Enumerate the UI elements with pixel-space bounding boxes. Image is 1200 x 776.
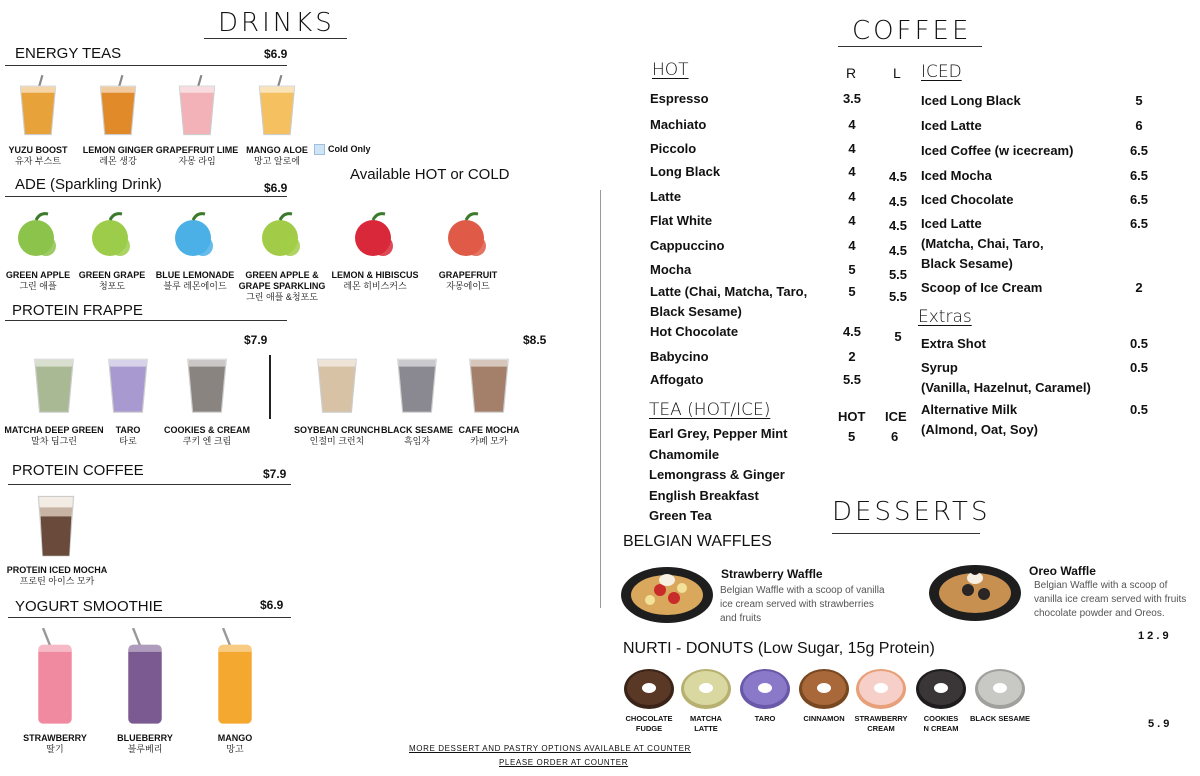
tea-ice-price: 6 xyxy=(891,429,899,444)
energy-tea-name: GRAPEFRUIT LIME xyxy=(155,145,239,155)
ade-korean: 그린 애플 xyxy=(19,281,57,291)
smoothie-name: MANGO xyxy=(217,733,253,743)
strawberry-waffle-desc: Belgian Waffle with a scoop of vanilla ice cream served with strawberries and fruits xyxy=(720,585,885,624)
ade-name: GREEN APPLE xyxy=(5,270,71,280)
drinks-title-rule xyxy=(204,38,347,39)
hot-item-name: Piccolo xyxy=(650,141,697,156)
frappe-korean: 쿠키 엔 크림 xyxy=(182,436,232,446)
desserts-title: DESSERTS xyxy=(832,497,991,527)
waffle-price: 1 2 . 9 xyxy=(1138,630,1169,642)
iced-item-name: Iced Chocolate xyxy=(921,192,1014,207)
hot-item-r-price: 5 xyxy=(848,262,856,277)
energy-teas-rule xyxy=(5,65,287,66)
ade-korean: 자몽에이드 xyxy=(446,281,490,291)
donut-name: TARO xyxy=(754,714,776,723)
frappe-cup-image xyxy=(104,345,152,421)
hot-item-name: Flat White xyxy=(650,213,713,228)
hot-item-l-price: 4.5 xyxy=(888,218,908,233)
donut-image xyxy=(798,667,850,715)
donuts-label: NURTI - DONUTS (Low Sugar, 15g Protein) xyxy=(623,640,935,657)
extras-label: Extras xyxy=(918,307,972,327)
frappe-korean: 카페 모카 xyxy=(470,436,508,446)
protein-coffee-name: PROTEIN ICED MOCHA xyxy=(6,565,108,575)
yogurt-smoothie-price: $6.9 xyxy=(260,598,284,612)
protein-frappe-price-left: $7.9 xyxy=(244,333,268,347)
smoothie-korean: 망고 xyxy=(226,744,244,754)
hot-item-r-price: 4 xyxy=(848,117,856,132)
frappe-name: SOYBEAN CRUNCH xyxy=(293,425,380,435)
frappe-name: TARO xyxy=(115,425,141,435)
frappe-korean: 말차 딥그린 xyxy=(31,436,77,446)
ade-korean: 블루 레몬에이드 xyxy=(163,281,227,291)
protein-coffee-korean: 프로틴 아이스 모카 xyxy=(19,576,95,586)
energy-tea-korean: 자몽 라임 xyxy=(178,156,216,166)
coffee-title-rule xyxy=(838,46,982,47)
hot-item-l-price: 4.5 xyxy=(888,169,908,184)
frappe-cup-image xyxy=(313,345,361,421)
donut-image xyxy=(915,667,967,715)
tea-item-name: Green Tea xyxy=(649,508,712,523)
footer-line-2: PLEASE ORDER AT COUNTER xyxy=(499,758,629,767)
hot-item-r-price: 4 xyxy=(848,213,856,228)
r-label: R xyxy=(846,65,857,81)
donut-image xyxy=(623,667,675,715)
ade-caption xyxy=(232,270,332,303)
energy-tea-korean: 레몬 생강 xyxy=(99,156,137,166)
donut-name: CINNAMON xyxy=(803,714,845,723)
iced-item-price: 6 xyxy=(1135,118,1143,133)
energy-tea-caption xyxy=(232,145,322,167)
frappe-name: BLACK SESAME xyxy=(380,425,453,435)
frappe-name: CAFE MOCHA xyxy=(458,425,520,435)
tea-item-name: Earl Grey, Pepper Mint xyxy=(649,426,788,441)
frappe-name: COOKIES & CREAM xyxy=(163,425,250,435)
iced-item-name: Iced Coffee (w icecream) xyxy=(921,143,1074,158)
donut-name: BLACK SESAME xyxy=(970,714,1031,723)
protein-coffee-price: $7.9 xyxy=(263,467,287,481)
hot-item-r-price: 4 xyxy=(848,238,856,253)
ade-name: GREEN APPLE & GRAPE SPARKLING xyxy=(238,270,326,291)
ade-caption xyxy=(418,270,518,292)
hot-item-name: Long Black xyxy=(650,164,721,179)
hot-item-r-price: 5.5 xyxy=(842,372,862,387)
waffles-label: BELGIAN WAFFLES xyxy=(623,533,772,550)
hot-item-name: Espresso xyxy=(650,91,709,106)
footer-line-1: MORE DESSERT AND PASTRY OPTIONS AVAILABLE AT COUNTER xyxy=(409,744,691,753)
iced-item-name: Iced Latte xyxy=(921,118,982,133)
frappe-cup-image xyxy=(183,345,231,421)
ade-rule xyxy=(5,196,287,197)
frappe-caption xyxy=(157,425,257,447)
energy-tea-cup-image xyxy=(16,75,60,141)
energy-tea-caption xyxy=(0,145,83,167)
donut-image xyxy=(974,667,1026,715)
desserts-title-rule xyxy=(832,533,980,534)
energy-tea-korean: 망고 알로에 xyxy=(254,156,300,166)
frappe-caption xyxy=(439,425,539,447)
ade-name: GRAPEFRUIT xyxy=(438,270,498,280)
frappe-cup-image xyxy=(465,345,513,421)
energy-tea-name: YUZU BOOST xyxy=(8,145,68,155)
donut-name: STRAWBERRY CREAM xyxy=(854,714,908,733)
smoothie-caption xyxy=(190,733,280,755)
donut-price: 5 . 9 xyxy=(1148,718,1170,730)
ade-fruit-image xyxy=(88,210,136,266)
frappe-korean: 타로 xyxy=(119,436,137,446)
energy-tea-name: LEMON GINGER xyxy=(82,145,154,155)
iced-item-name: Iced Mocha xyxy=(921,168,992,183)
ade-price: $6.9 xyxy=(264,181,288,195)
donut-name: CHOCOLATE FUDGE xyxy=(625,714,673,733)
ade-fruit-image xyxy=(351,210,399,266)
extra-item-name: Alternative Milk (Almond, Oat, Soy) xyxy=(921,402,1038,437)
ade-note: Available HOT or COLD xyxy=(350,166,510,183)
energy-teas-title: ENERGY TEAS xyxy=(15,45,122,62)
extra-item-price: 0.5 xyxy=(1129,336,1149,351)
ade-caption xyxy=(325,270,425,292)
iced-item-name: Scoop of Ice Cream xyxy=(921,280,1043,295)
hot-item-r-price: 3.5 xyxy=(842,91,862,106)
hot-item-name: Affogato xyxy=(650,372,704,387)
ade-fruit-image xyxy=(444,210,492,266)
protein-coffee-caption xyxy=(2,565,112,587)
yogurt-smoothie-title: YOGURT SMOOTHIE xyxy=(15,598,163,615)
smoothie-glass-image xyxy=(211,628,259,730)
protein-frappe-rule xyxy=(5,320,287,321)
strawberry-waffle-name: Strawberry Waffle xyxy=(721,567,823,581)
tea-item-name: Chamomile xyxy=(649,446,720,462)
ade-title: ADE (Sparkling Drink) xyxy=(15,176,162,193)
energy-tea-cup-image xyxy=(255,75,299,141)
hot-item-name: Cappuccino xyxy=(650,238,725,253)
energy-tea-cup-image xyxy=(175,75,219,141)
donut-image xyxy=(680,667,732,715)
yogurt-smoothie-rule xyxy=(8,617,291,618)
coffee-title: COFFEE xyxy=(852,16,972,46)
energy-teas-price: $6.9 xyxy=(264,47,288,61)
hot-item-l-price: 4.5 xyxy=(888,243,908,258)
energy-tea-cup-image xyxy=(96,75,140,141)
ice-cube-icon xyxy=(314,144,325,155)
hot-item-name: Machiato xyxy=(650,117,707,132)
frappe-korean: 인절미 크런치 xyxy=(309,436,365,446)
protein-iced-mocha-image xyxy=(34,492,78,562)
smoothie-caption xyxy=(10,733,100,755)
energy-tea-korean: 유자 부스트 xyxy=(15,156,61,166)
iced-item-price: 6.5 xyxy=(1129,143,1149,158)
iced-item-price: 6.5 xyxy=(1129,168,1149,183)
smoothie-name: BLUEBERRY xyxy=(117,733,173,743)
tea-hot-label: HOT xyxy=(838,409,866,424)
iced-label: ICED xyxy=(921,62,962,82)
energy-tea-name: MANGO ALOE xyxy=(246,145,308,155)
ade-korean: 청포도 xyxy=(98,281,126,291)
tea-hot-price: 5 xyxy=(848,429,856,444)
hot-item-l-price: 5.5 xyxy=(888,289,908,304)
smoothie-glass-image xyxy=(121,628,169,730)
donut-name: COOKIES N CREAM xyxy=(923,714,959,733)
ade-fruit-image xyxy=(258,210,306,266)
tea-item-name: Lemongrass & Ginger xyxy=(649,467,785,482)
iced-item-name: Iced Long Black xyxy=(921,93,1021,108)
protein-frappe-title: PROTEIN FRAPPE xyxy=(12,302,143,319)
hot-item-r-price: 5 xyxy=(848,284,856,299)
extra-item-price: 0.5 xyxy=(1129,360,1149,375)
hot-item-l-price: 4.5 xyxy=(888,194,908,209)
tea-ice-label: ICE xyxy=(885,409,907,424)
protein-frappe-divider xyxy=(269,355,271,419)
ade-name: GREEN GRAPE xyxy=(78,270,146,280)
oreo-waffle-image xyxy=(928,560,1022,622)
hot-item-l-price: 5 xyxy=(894,329,902,344)
iced-item-price: 2 xyxy=(1135,280,1143,295)
iced-item-price: 6.5 xyxy=(1129,192,1149,207)
extra-item-name: Extra Shot xyxy=(921,336,987,351)
extra-item-price: 0.5 xyxy=(1129,402,1149,417)
tea-label: TEA (HOT/ICE) xyxy=(649,400,771,420)
protein-coffee-rule xyxy=(8,484,291,485)
hot-label: HOT xyxy=(652,60,689,80)
ade-name: BLUE LEMONADE xyxy=(155,270,235,280)
hot-item-r-price: 4 xyxy=(848,189,856,204)
ade-name: LEMON & HIBISCUS xyxy=(331,270,419,280)
tea-item-name: English Breakfast xyxy=(649,487,759,503)
ade-korean: 레몬 히비스커스 xyxy=(343,281,407,291)
oreo-waffle-desc: Belgian Waffle with a scoop of vanilla ice cream served with fruits chocolate powder and Oreos. xyxy=(1034,580,1187,619)
smoothie-caption xyxy=(100,733,190,755)
hot-item-name: Mocha xyxy=(650,262,692,277)
protein-coffee-title: PROTEIN COFFEE xyxy=(12,462,144,479)
iced-item-name: Iced Latte (Matcha, Chai, Taro, Black Sesame) xyxy=(921,216,1044,271)
hot-item-r-price: 4 xyxy=(848,141,856,156)
oreo-waffle-name: Oreo Waffle xyxy=(1029,564,1096,578)
hot-item-name: Hot Chocolate xyxy=(650,324,739,339)
energy-tea-caption xyxy=(73,145,163,167)
frappe-korean: 흑임자 xyxy=(403,436,431,446)
center-divider xyxy=(600,190,601,608)
smoothie-name: STRAWBERRY xyxy=(23,733,87,743)
hot-item-r-price: 4.5 xyxy=(842,324,862,339)
smoothie-glass-image xyxy=(31,628,79,730)
protein-frappe-price-right: $8.5 xyxy=(523,333,547,347)
hot-item-name: Latte xyxy=(650,189,682,204)
hot-item-l-price: 5.5 xyxy=(888,267,908,282)
frappe-cup-image xyxy=(30,345,78,421)
energy-tea-caption xyxy=(152,145,242,167)
ade-fruit-image xyxy=(171,210,219,266)
cold-only-note: Cold Only xyxy=(314,144,371,155)
smoothie-korean: 딸기 xyxy=(46,744,64,754)
strawberry-waffle-image xyxy=(620,562,714,624)
frappe-name: MATCHA DEEP GREEN xyxy=(4,425,104,435)
l-label: L xyxy=(893,65,901,81)
hot-item-name: Babycino xyxy=(650,349,709,364)
extra-item-name: Syrup (Vanilla, Hazelnut, Caramel) xyxy=(921,360,1091,395)
donut-image xyxy=(855,667,907,715)
drinks-title: DRINKS xyxy=(218,8,335,38)
hot-item-r-price: 2 xyxy=(848,349,856,364)
ade-caption xyxy=(145,270,245,292)
donut-name: MATCHA LATTE xyxy=(690,714,722,733)
iced-item-price: 6.5 xyxy=(1129,216,1149,231)
ade-korean: 그린 애플 &청포도 xyxy=(246,292,318,302)
ade-fruit-image xyxy=(14,210,62,266)
frappe-cup-image xyxy=(393,345,441,421)
hot-item-name: Latte (Chai, Matcha, Taro, Black Sesame) xyxy=(650,284,808,319)
smoothie-korean: 블루베리 xyxy=(127,744,163,754)
hot-item-r-price: 4 xyxy=(848,164,856,179)
iced-item-price: 5 xyxy=(1135,93,1143,108)
donut-image xyxy=(739,667,791,715)
